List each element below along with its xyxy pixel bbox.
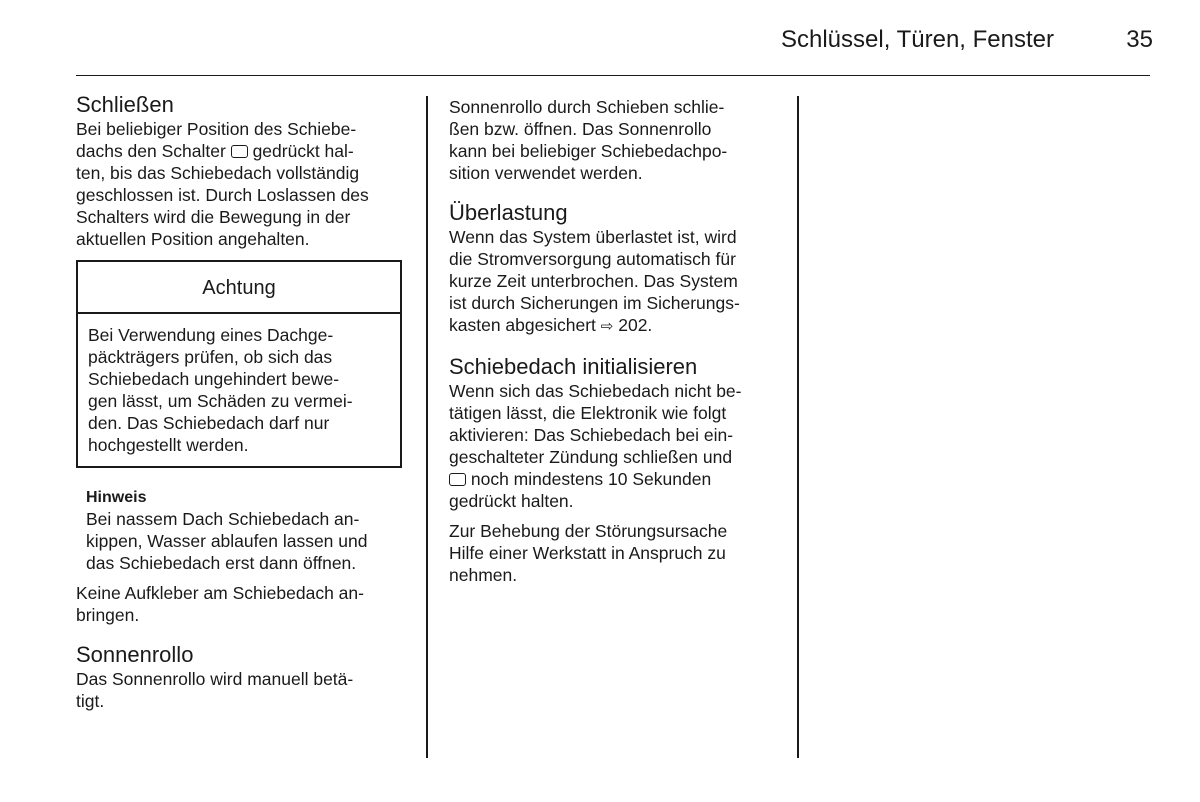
init-line: noch mindestens 10 Sekunden (470, 469, 712, 489)
middle-column (449, 96, 779, 586)
closing-line: gedrückt hal- (252, 141, 354, 161)
overload-line: ist durch Sicherungen im Sicherungs- (449, 293, 740, 313)
closing-line: geschlossen ist. Durch Loslassen des (76, 185, 369, 205)
left-column (76, 92, 406, 712)
init-line: tätigen lässt, die Elektronik wie folgt (449, 403, 727, 423)
workshop-paragraph (449, 520, 779, 586)
stickers-line: bringen. (76, 605, 140, 625)
sunblind-line: Das Sonnenrollo wird manuell betä- (76, 669, 354, 689)
stickers-line: Keine Aufkleber am Schiebedach an- (76, 583, 364, 603)
sunblind-heading: Sonnenrollo (76, 642, 194, 667)
overload-line: kasten abgesichert (449, 315, 596, 335)
sunblind-paragraph (76, 668, 406, 712)
column-divider-1 (426, 96, 428, 758)
page-header-title: Schlüssel, Türen, Fenster (780, 26, 1054, 53)
init-heading: Schiebedach initialisieren (449, 354, 698, 379)
warning-line: hochgestellt werden. (88, 435, 249, 455)
warning-line: gen lässt, um Schäden zu vermei- (88, 391, 353, 411)
warning-body (78, 314, 400, 466)
closing-line: Bei beliebiger Position des Schiebe- (76, 119, 357, 139)
header-divider (76, 75, 1150, 76)
warning-title: Achtung (78, 262, 400, 314)
overload-paragraph (449, 226, 779, 338)
overload-line: Wenn das System überlastet ist, wird (449, 227, 737, 247)
sunroof-switch-icon (449, 473, 466, 486)
overload-line: die Stromversorgung automatisch für (449, 249, 736, 269)
overload-page-ref[interactable]: 202. (618, 315, 653, 335)
closing-line: dachs den Schalter (76, 141, 226, 161)
sunblind-cont-paragraph (449, 96, 779, 184)
note-line: Bei nassem Dach Schiebedach an- (86, 509, 360, 529)
overload-line: kurze Zeit unterbrochen. Das System (449, 271, 738, 291)
workshop-line: nehmen. (449, 565, 518, 585)
note-label: Hinweis (86, 489, 147, 506)
workshop-line: Hilfe einer Werkstatt in Anspruch zu (449, 543, 726, 563)
note-line: kippen, Wasser ablaufen lassen und (86, 531, 368, 551)
closing-line: ten, bis das Schiebedach vollständig (76, 163, 360, 183)
sunroof-switch-icon (231, 145, 248, 158)
warning-line: Schiebedach ungehindert bewe- (88, 369, 340, 389)
sunblind-cont-line: kann bei beliebiger Schiebedachpo- (449, 141, 728, 161)
note-paragraph (86, 508, 406, 574)
init-line: geschalteter Zündung schließen und (449, 447, 733, 467)
warning-line: päckträgers prüfen, ob sich das (88, 347, 333, 367)
note-block (76, 488, 406, 574)
page-reference-arrow-icon: ⇨ (600, 318, 614, 335)
init-line: gedrückt halten. (449, 491, 574, 511)
init-line: Wenn sich das Schiebedach nicht be- (449, 381, 742, 401)
sunblind-cont-line: sition verwendet werden. (449, 163, 643, 183)
workshop-line: Zur Behebung der Störungsursache (449, 521, 728, 541)
sunblind-cont-line: ßen bzw. öffnen. Das Sonnenrollo (449, 119, 712, 139)
init-line: aktivieren: Das Schiebedach bei ein- (449, 425, 734, 445)
note-line: das Schiebedach erst dann öffnen. (86, 553, 357, 573)
closing-line: aktuellen Position angehalten. (76, 229, 310, 249)
warning-box (76, 260, 402, 468)
closing-heading: Schließen (76, 92, 174, 117)
column-divider-2 (797, 96, 799, 758)
closing-paragraph (76, 118, 406, 250)
overload-heading: Überlastung (449, 200, 568, 225)
page-number: 35 (1126, 26, 1153, 53)
warning-line: den. Das Schiebedach darf nur (88, 413, 330, 433)
stickers-paragraph (76, 582, 406, 626)
sunblind-cont-line: Sonnenrollo durch Schieben schlie- (449, 97, 725, 117)
warning-line: Bei Verwendung eines Dachge- (88, 325, 334, 345)
sunblind-line: tigt. (76, 691, 105, 711)
closing-line: Schalters wird die Bewegung in der (76, 207, 351, 227)
init-paragraph (449, 380, 779, 512)
